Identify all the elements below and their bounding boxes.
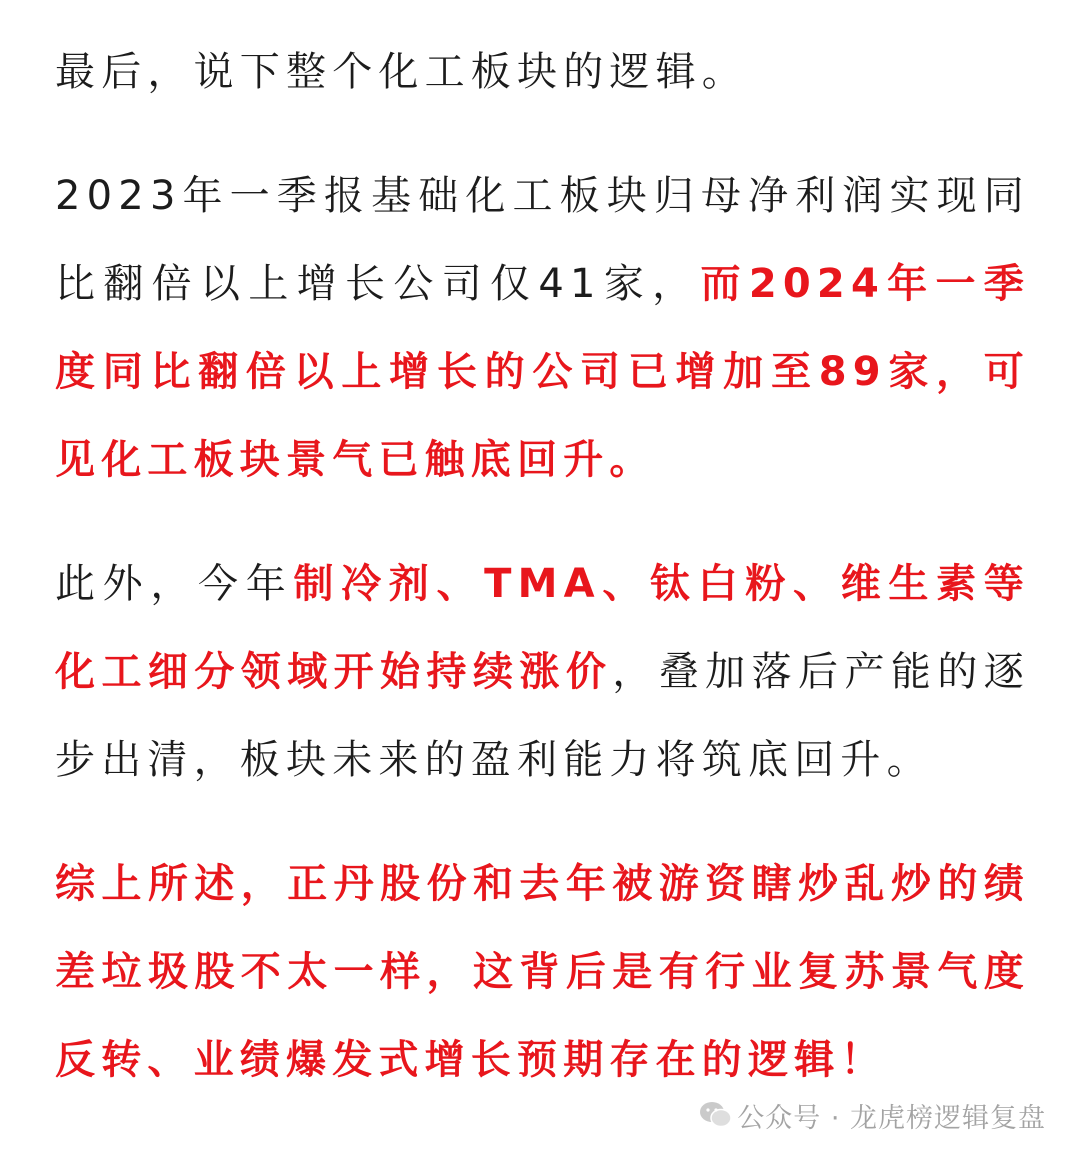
paragraph-conclusion: 综上所述，正丹股份和去年被游资瞎炒乱炒的绩差垃圾股不太一样，这背后是有行业复苏景气度反转、业绩爆发式增长预期存在的逻辑！ (55, 861, 1030, 1083)
wechat-icon (699, 1100, 737, 1130)
paragraph-profit-growth-plain: 2023年一季报基础化工板块归母净利润实现同比翻倍以上增长公司仅41家， (55, 173, 1030, 307)
paragraph-price-rise-highlight: 制冷剂、TMA、钛白粉、维生素等化工细分领域开始持续涨价 (55, 561, 1031, 695)
paragraph-intro: 最后，说下整个化工板块的逻辑。 (55, 49, 748, 95)
watermark (699, 1093, 1046, 1137)
paragraph-profit-growth (55, 152, 1030, 504)
paragraph-price-rise-tail: ，叠加落后产能的逐步出清，板块未来的盈利能力将筑底回升。 (55, 649, 1030, 783)
paragraph-price-rise (55, 540, 1030, 804)
paragraph-price-rise-lead: 此外，今年 (55, 561, 294, 607)
watermark-text: 公众号 · 龙虎榜逻辑复盘 (737, 1102, 1046, 1134)
paragraph-profit-growth-highlight: 而2024年一季度同比翻倍以上增长的公司已增加至89家，可见化工板块景气已触底回升。 (55, 261, 1030, 483)
article-body (55, 28, 1030, 1104)
